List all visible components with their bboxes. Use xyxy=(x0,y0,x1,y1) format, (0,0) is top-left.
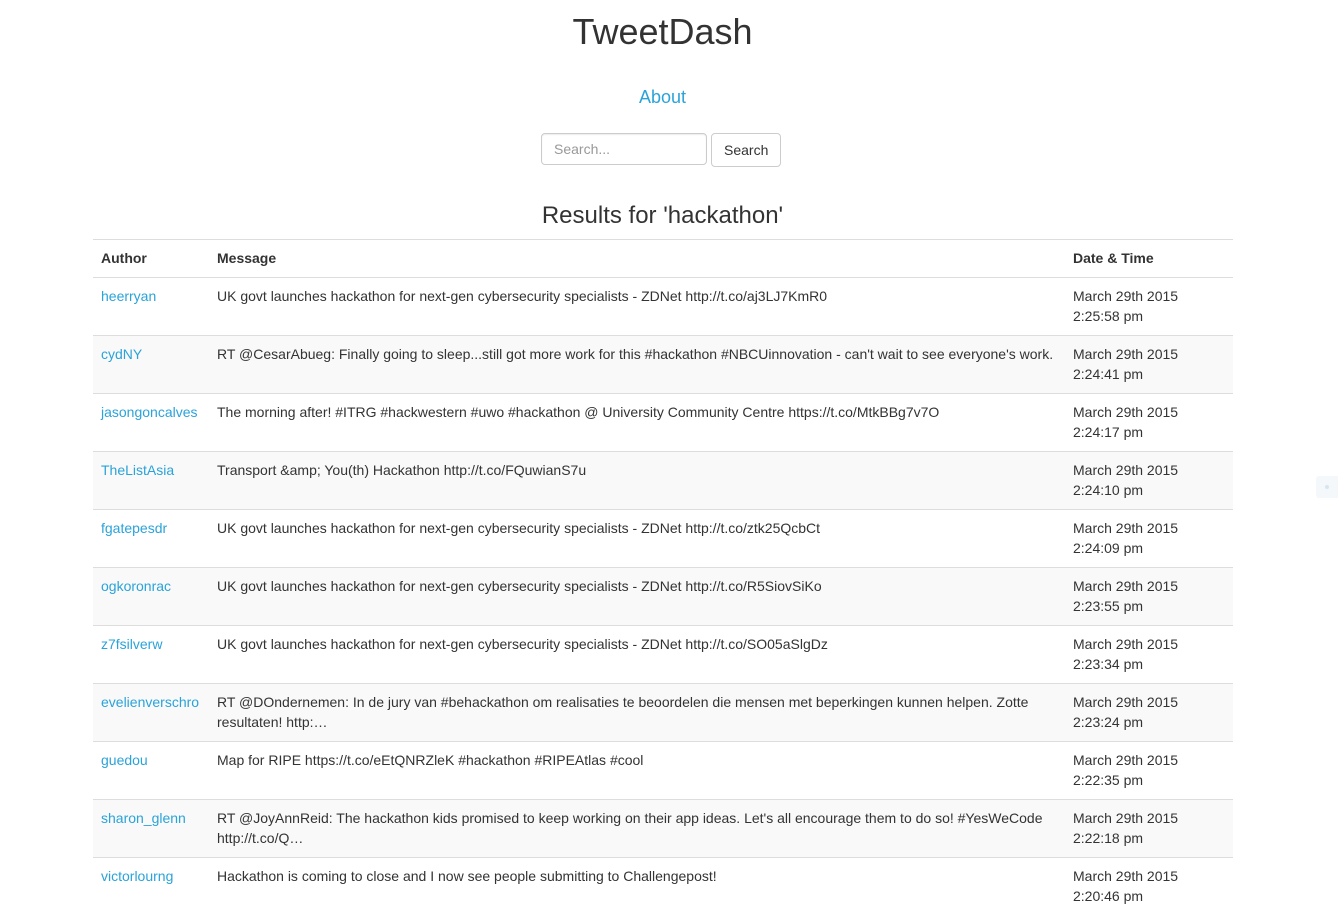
datetime-cell: March 29th 2015 2:25:58 pm xyxy=(1065,278,1233,336)
table-row xyxy=(93,800,1233,858)
author-link[interactable]: cydNY xyxy=(101,346,143,362)
message-cell: UK govt launches hackathon for next-gen cybersecurity specialists - ZDNet http://t.co/R5SiovSiKo xyxy=(209,568,1065,626)
author-cell xyxy=(93,336,209,394)
author-cell xyxy=(93,278,209,336)
message-cell: RT @CesarAbueg: Finally going to sleep...still got more work for this #hackathon #NBCUinnovation - can't wait to see everyone's work. xyxy=(209,336,1065,394)
app-title: TweetDash xyxy=(572,11,753,52)
search-button[interactable]: Search xyxy=(711,133,781,167)
results-body xyxy=(93,278,1233,906)
table-row xyxy=(93,742,1233,800)
search-form xyxy=(541,133,781,167)
author-link[interactable]: ogkoronrac xyxy=(101,578,172,594)
results-heading: Results for 'hackathon' xyxy=(541,202,784,229)
table-row xyxy=(93,568,1233,626)
author-cell xyxy=(93,742,209,800)
message-cell: Hackathon is coming to close and I now see people submitting to Challengepost! xyxy=(209,858,1065,906)
author-cell xyxy=(93,858,209,906)
message-cell: Map for RIPE https://t.co/eEtQNRZleK #hackathon #RIPEAtlas #cool xyxy=(209,742,1065,800)
author-cell xyxy=(93,568,209,626)
author-link[interactable]: evelienverschro xyxy=(101,694,200,710)
message-cell: The morning after! #ITRG #hackwestern #uwo #hackathon @ University Community Centre https://t.co/MtkBBg7v7O xyxy=(209,394,1065,452)
author-link[interactable]: TheListAsia xyxy=(101,462,175,478)
table-row xyxy=(93,510,1233,568)
table-row xyxy=(93,626,1233,684)
about-link[interactable]: About xyxy=(638,87,687,107)
message-cell: RT @DOndernemen: In de jury van #behackathon om realisaties te beoordelen die mensen met beperkingen kunnen helpen. Zotte resultaten! http:… xyxy=(209,684,1065,742)
table-row xyxy=(93,684,1233,742)
table-row xyxy=(93,336,1233,394)
datetime-cell: March 29th 2015 2:20:46 pm xyxy=(1065,858,1233,906)
datetime-cell: March 29th 2015 2:23:34 pm xyxy=(1065,626,1233,684)
author-link[interactable]: heerryan xyxy=(101,288,157,304)
datetime-cell: March 29th 2015 2:23:55 pm xyxy=(1065,568,1233,626)
datetime-cell: March 29th 2015 2:24:17 pm xyxy=(1065,394,1233,452)
datetime-cell: March 29th 2015 2:22:18 pm xyxy=(1065,800,1233,858)
author-link[interactable]: z7fsilverw xyxy=(101,636,163,652)
author-cell xyxy=(93,510,209,568)
message-cell: UK govt launches hackathon for next-gen cybersecurity specialists - ZDNet http://t.co/aj3LJ7KmR0 xyxy=(209,278,1065,336)
message-cell: UK govt launches hackathon for next-gen cybersecurity specialists - ZDNet http://t.co/SO05aSlgDz xyxy=(209,626,1065,684)
datetime-cell: March 29th 2015 2:24:09 pm xyxy=(1065,510,1233,568)
author-link[interactable]: guedou xyxy=(101,752,148,768)
datetime-cell: March 29th 2015 2:23:24 pm xyxy=(1065,684,1233,742)
results-table xyxy=(93,239,1233,906)
author-link[interactable]: jasongoncalves xyxy=(101,404,198,420)
table-row xyxy=(93,278,1233,336)
table-row xyxy=(93,452,1233,510)
column-header-message: Message xyxy=(209,240,1065,278)
table-row xyxy=(93,394,1233,452)
datetime-cell: March 29th 2015 2:24:41 pm xyxy=(1065,336,1233,394)
author-link[interactable]: fgatepesdr xyxy=(101,520,168,536)
author-cell xyxy=(93,800,209,858)
about-nav xyxy=(0,85,1325,109)
column-header-datetime: Date & Time xyxy=(1065,240,1233,278)
author-cell xyxy=(93,452,209,510)
author-link[interactable]: sharon_glenn xyxy=(101,810,186,826)
table-row xyxy=(93,858,1233,906)
column-header-author: Author xyxy=(93,240,209,278)
author-cell xyxy=(93,626,209,684)
author-cell xyxy=(93,684,209,742)
search-input[interactable] xyxy=(541,133,707,165)
datetime-cell: March 29th 2015 2:24:10 pm xyxy=(1065,452,1233,510)
message-cell: RT @JoyAnnReid: The hackathon kids promised to keep working on their app ideas. Let's all encourage them to do so! #YesWeCode http://t.co/Q… xyxy=(209,800,1065,858)
table-header-row xyxy=(93,240,1233,278)
author-cell xyxy=(93,394,209,452)
datetime-cell: March 29th 2015 2:22:35 pm xyxy=(1065,742,1233,800)
message-cell: UK govt launches hackathon for next-gen cybersecurity specialists - ZDNet http://t.co/ztk25QcbCt xyxy=(209,510,1065,568)
message-cell: Transport &amp; You(th) Hackathon http://t.co/FQuwianS7u xyxy=(209,452,1065,510)
side-tab-handle[interactable] xyxy=(1316,476,1338,498)
author-link[interactable]: victorlourng xyxy=(101,868,174,884)
